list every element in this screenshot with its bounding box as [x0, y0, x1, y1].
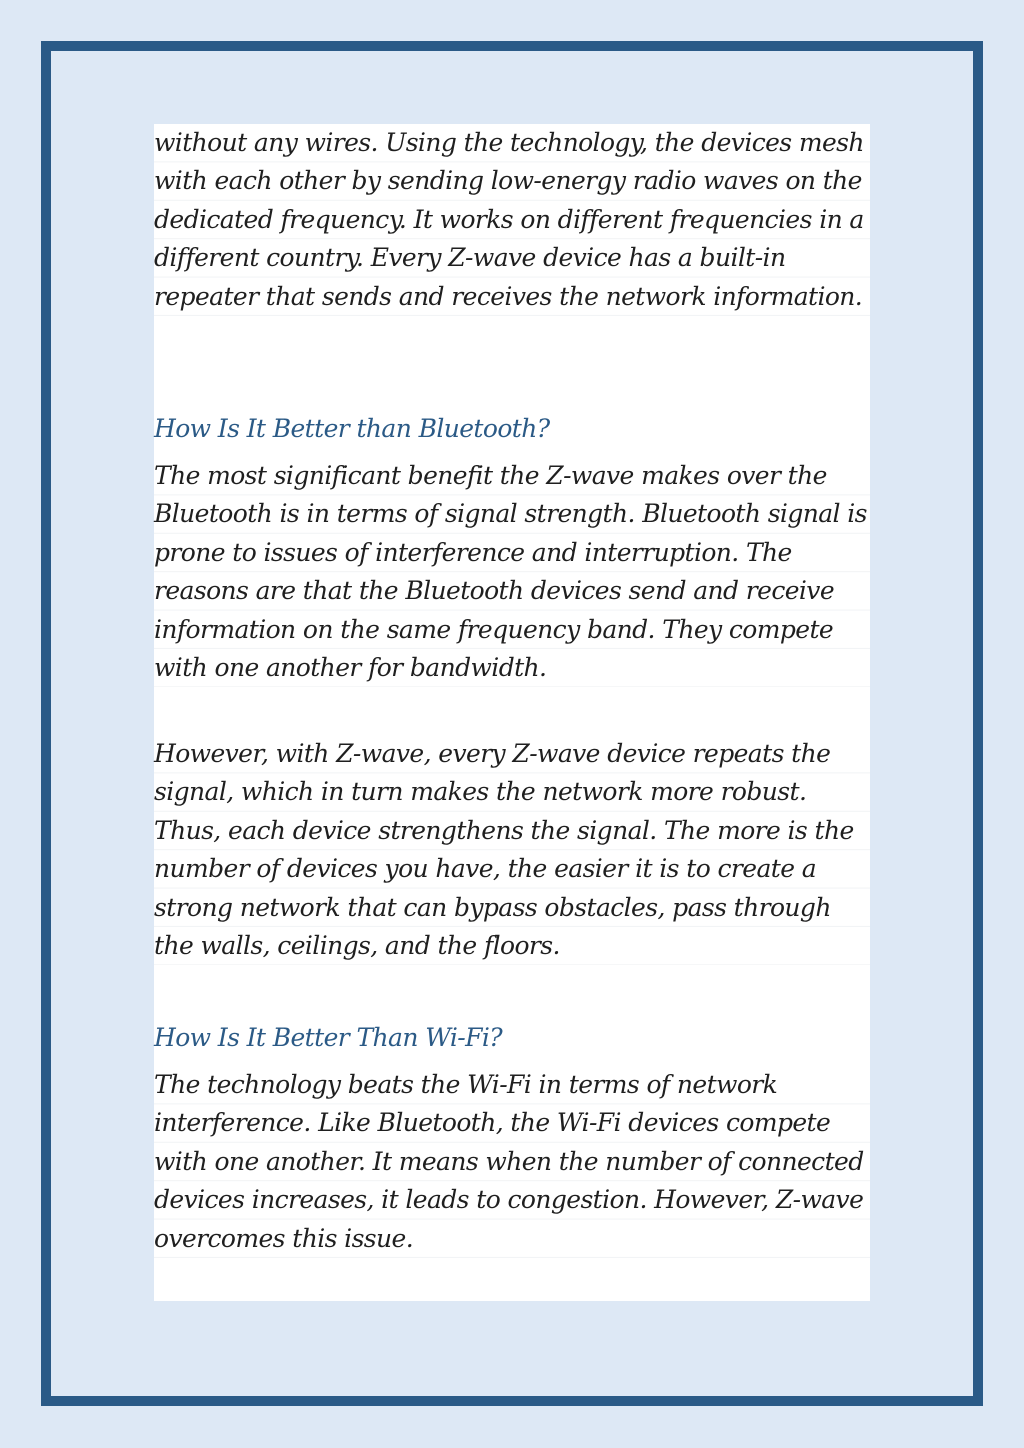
paragraph-wifi-comparison: The technology beats the Wi-Fi in terms of network interference. Like Bluetooth, the Wi-Fi devices compete with one another. It means when the number of connected devices increases, it leads to congestion. However, Z-wave overcomes this issue. [154, 1066, 870, 1258]
paragraph-zwave-intro: without any wires. Using the technology, the devices mesh with each other by sending low-energy radio waves on the dedicated frequency. It works on different frequencies in a different country. Every Z-wave device has a built-in repeater that sends and receives the network information. [154, 124, 870, 316]
heading-better-than-bluetooth: How Is It Better than Bluetooth? [154, 414, 550, 443]
paragraph-bluetooth-comparison: The most significant benefit the Z-wave makes over the Bluetooth is in terms of signal strength. Bluetooth signal is prone to issues of interference and interruption. The reasons are that the Bluetooth devices send and receive information on the same frequency band. They compete with one another for bandwidth. [154, 457, 870, 687]
document-content [154, 124, 870, 1301]
heading-better-than-wifi: How Is It Better Than Wi-Fi? [154, 1023, 503, 1052]
paragraph-zwave-repeats-signal: However, with Z-wave, every Z-wave device repeats the signal, which in turn makes the network more robust. Thus, each device strengthens the signal. The more is the number of devices you have, the easier it is to create a strong network that can bypass obstacles, pass through the walls, ceilings, and the floors. [154, 735, 870, 965]
